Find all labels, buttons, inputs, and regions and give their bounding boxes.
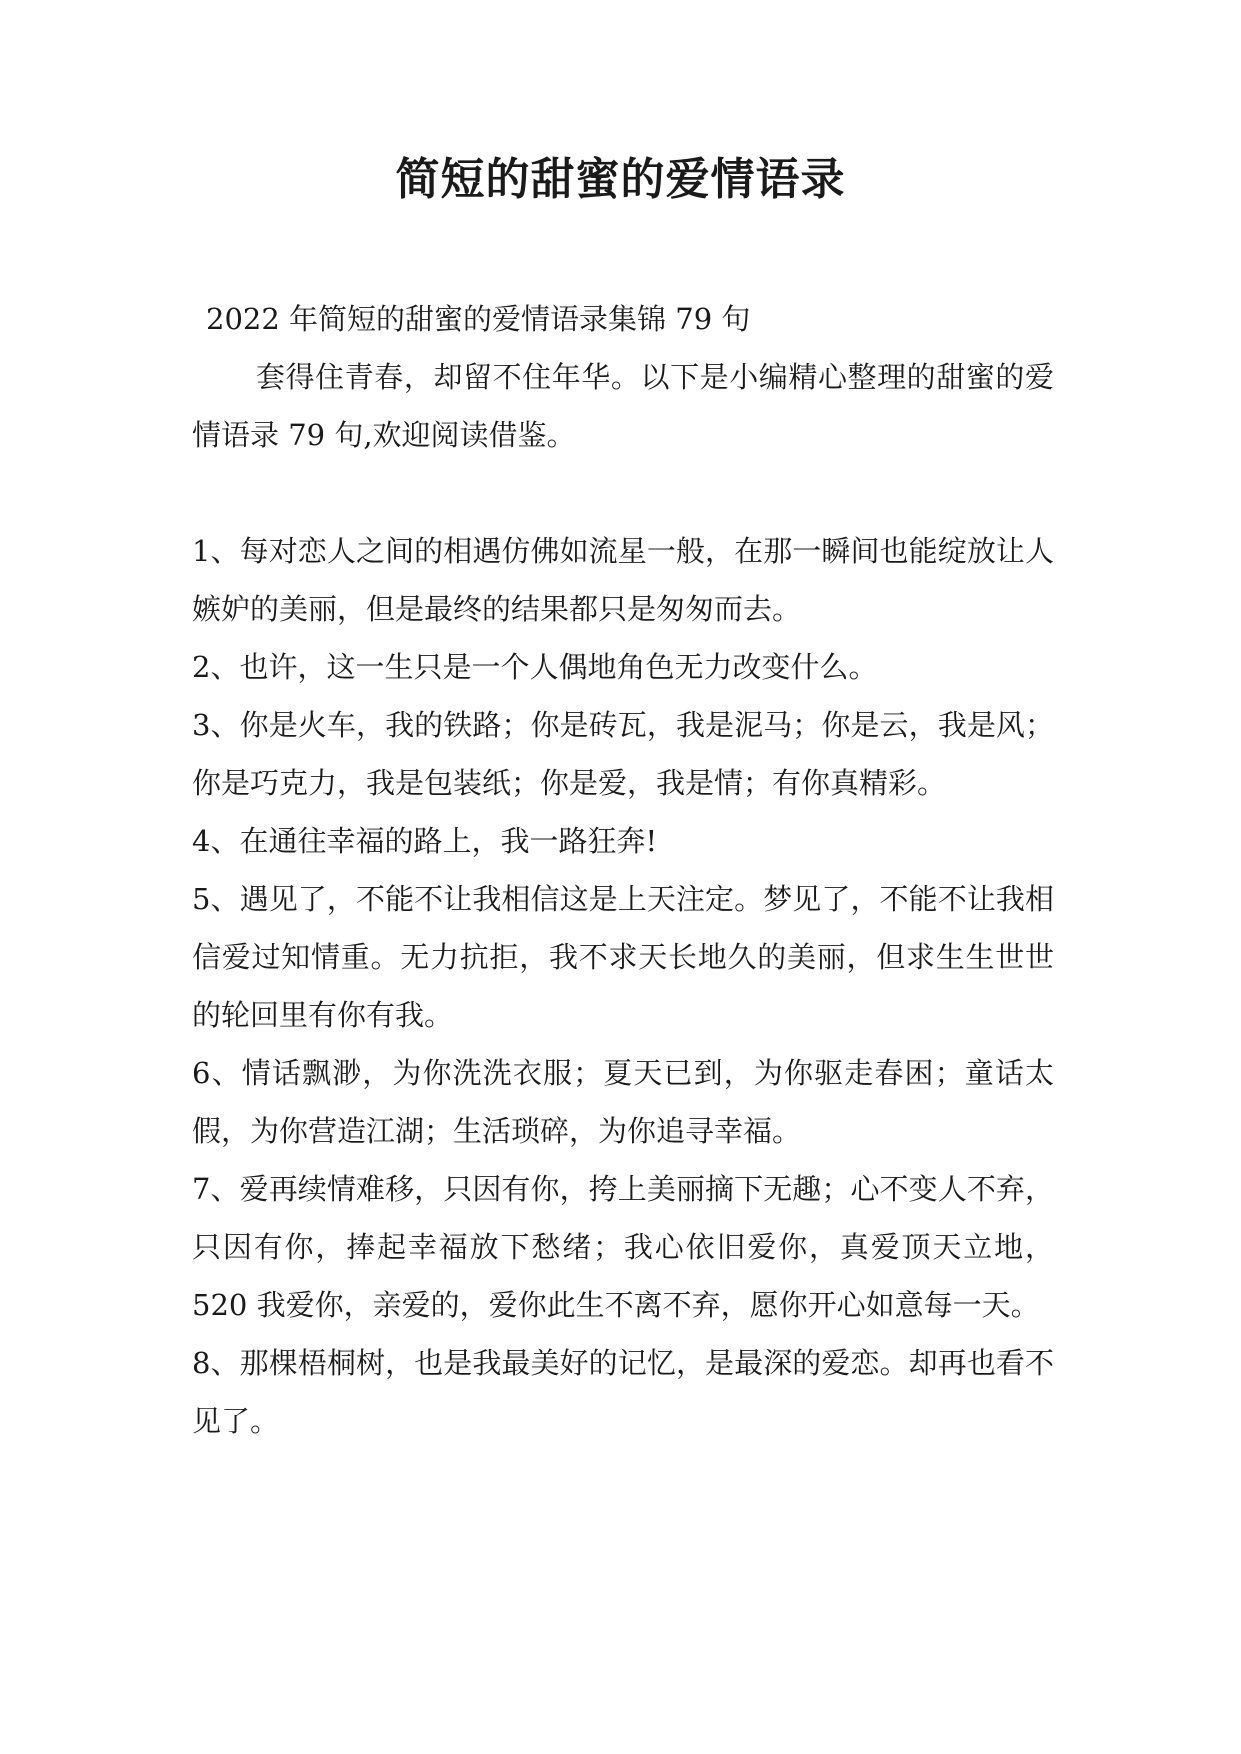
document-title: 简短的甜蜜的爱情语录: [395, 154, 846, 205]
quote-item-7: 7、爱再续情难移，只因有你，挎上美丽摘下无趣；心不变人不弃，只因有你，捧起幸福放下愁绪；我心依旧爱你，真爱顶天立地，520 我爱你，亲爱的，爱你此生不离不弃，愿你开心如意每一天。: [192, 1172, 1054, 1322]
document-body: [192, 290, 1054, 1450]
intro-paragraph: 套得住青春，却留不住年华。以下是小编精心整理的甜蜜的爱情语录 79 句,欢迎阅读借鉴。: [192, 360, 1054, 452]
quote-item-2: 2、也许，这一生只是一个人偶地角色无力改变什么。: [192, 650, 878, 684]
quote-item-1: 1、每对恋人之间的相遇仿佛如流星一般，在那一瞬间也能绽放让人嫉妒的美丽，但是最终的结果都只是匆匆而去。: [192, 534, 1054, 626]
quote-item-3: 3、你是火车，我的铁路；你是砖瓦，我是泥马；你是云，我是风；你是巧克力，我是包装纸；你是爱，我是情；有你真精彩。: [192, 708, 1054, 800]
paragraph-spacer: [192, 464, 1054, 522]
quote-item-4: 4、在通往幸福的路上，我一路狂奔!: [192, 824, 658, 858]
quote-item-6: 6、情话飘渺，为你洗洗衣服；夏天已到，为你驱走春困；童话太假，为你营造江湖；生活琐碎，为你追寻幸福。: [192, 1056, 1054, 1148]
quote-item-5: 5、遇见了，不能不让我相信这是上天注定。梦见了，不能不让我相信爱过知情重。无力抗拒，我不求天长地久的美丽，但求生生世世的轮回里有你有我。: [192, 882, 1054, 1032]
quote-item-8: 8、那棵梧桐树，也是我最美好的记忆，是最深的爱恋。却再也看不见了。: [192, 1346, 1054, 1438]
document-subtitle: 2022 年简短的甜蜜的爱情语录集锦 79 句: [206, 302, 751, 336]
